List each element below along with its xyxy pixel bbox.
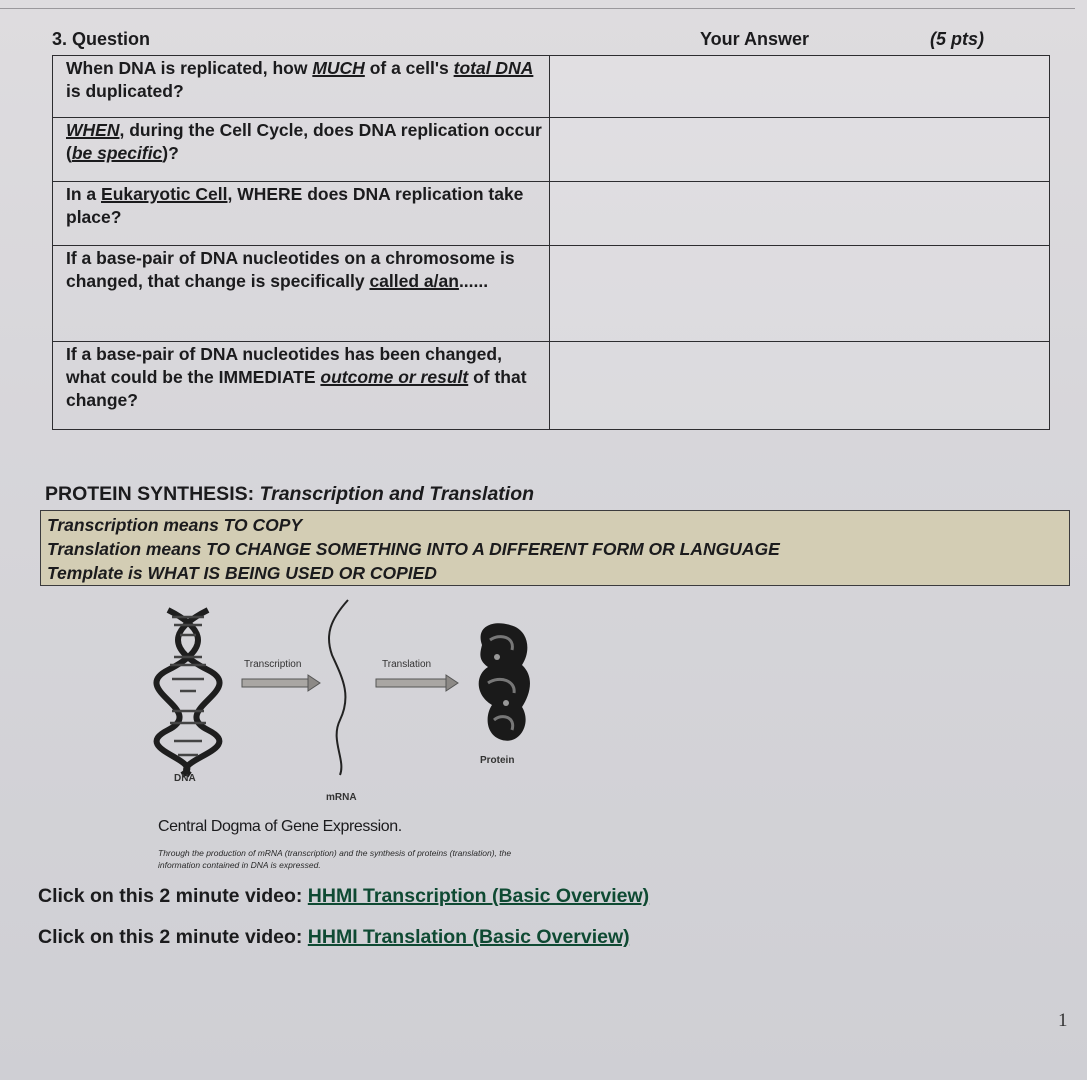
question-segment: When DNA is replicated, how (66, 58, 313, 78)
answer-column-header: Your Answer (700, 29, 810, 49)
answer-cell[interactable] (550, 118, 1050, 182)
translation-arrow-icon (376, 675, 458, 691)
definitions-box (40, 510, 1070, 586)
top-rule (0, 8, 1075, 9)
question-text (53, 56, 550, 118)
question-text (53, 182, 550, 246)
question-segment: )? (162, 143, 179, 163)
video-prefix: Click on this 2 minute video: (38, 926, 303, 948)
question-segment: , during the Cell Cycle, does DNA replication occur ( (66, 120, 542, 163)
question-segment: be specific (71, 143, 163, 163)
central-dogma-illustration (150, 595, 550, 815)
question-row (53, 118, 1050, 182)
answer-cell[interactable] (550, 56, 1050, 118)
question-column-header: 3. Question (52, 29, 151, 49)
question-segment: If a base-pair of DNA nucleotides on a chromosome is changed, that change is specifically (66, 248, 515, 291)
video-link-row-translation (38, 926, 630, 949)
question-segment: is duplicated? (66, 81, 184, 101)
question-row (53, 56, 1050, 118)
page-number: 1 (1058, 1010, 1068, 1031)
question-segment: outcome or result (320, 367, 469, 387)
question-segment: MUCH (312, 58, 365, 78)
question-segment: Eukaryotic Cell (101, 184, 228, 204)
mrna-label: mRNA (326, 792, 357, 803)
answer-cell[interactable] (550, 182, 1050, 246)
question-segment: In a (66, 184, 102, 204)
dna-helix-icon (156, 610, 219, 775)
translation-label: Translation (382, 659, 432, 670)
question-row (53, 182, 1050, 246)
central-dogma-diagram (150, 595, 550, 885)
title-rest: Transcription and Translation (259, 483, 535, 505)
video-link-row-transcription (38, 885, 649, 908)
question-table (52, 55, 1050, 430)
definition-transcription: Transcription means TO COPY (47, 515, 303, 535)
transcription-label: Transcription (244, 659, 302, 670)
question-row (53, 342, 1050, 430)
definition-translation: Translation means TO CHANGE SOMETHING INTO A DIFFERENT FORM OR LANGUAGE (47, 539, 780, 559)
question-segment: WHEN (66, 120, 120, 140)
diagram-subcaption: Through the production of mRNA (transcription) and the synthesis of proteins (translation), the information contained in DNA is expressed. (158, 848, 512, 870)
question-text (53, 118, 550, 182)
diagram-caption: Central Dogma of Gene Expression. (158, 818, 402, 835)
question-segment: ...... (458, 271, 489, 291)
question-text (53, 246, 550, 342)
answer-cell[interactable] (550, 342, 1050, 430)
question-segment: of a cell's (364, 58, 454, 78)
mrna-strand-icon (329, 600, 348, 775)
title-prefix: PROTEIN SYNTHESIS: (45, 483, 255, 505)
video-prefix: Click on this 2 minute video: (38, 885, 303, 907)
protein-label: Protein (480, 755, 515, 766)
question-segment: called a/an (369, 271, 459, 291)
hhmi-translation-link[interactable]: HHMI Translation (Basic Overview) (307, 926, 630, 948)
points-label: (5 pts) (930, 29, 984, 49)
dna-label: DNA (174, 773, 196, 784)
question-segment: If a base-pair of DNA nucleotides has been changed, what could be the IMMEDIATE (66, 344, 502, 387)
hhmi-transcription-link[interactable]: HHMI Transcription (Basic Overview) (307, 885, 650, 907)
question-segment: , WHERE does DNA replication take place? (66, 184, 524, 227)
question-row (53, 246, 1050, 342)
protein-structure-icon (479, 623, 530, 741)
definition-template: Template is WHAT IS BEING USED OR COPIED (47, 563, 437, 583)
question-text (53, 342, 550, 430)
answer-cell[interactable] (550, 246, 1050, 342)
question-segment: of that change? (66, 367, 527, 410)
question-segment: total DNA (453, 58, 534, 78)
transcription-arrow-icon (242, 675, 320, 691)
protein-synthesis-title (45, 483, 534, 506)
